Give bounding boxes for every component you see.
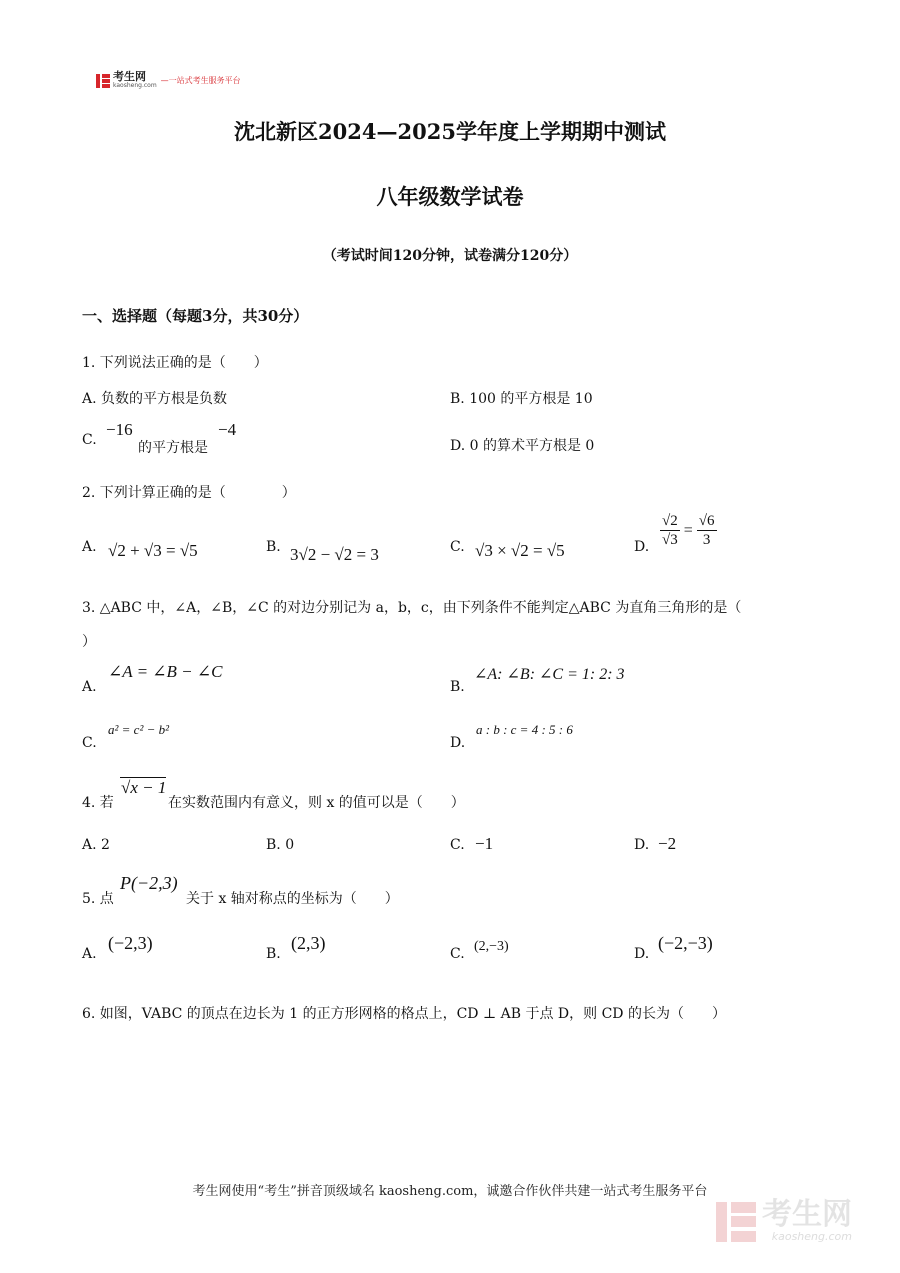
exam-title: 沈北新区2024—2025学年度上学期期中测试 bbox=[234, 119, 666, 144]
question-5-option-b-value: (2,3) bbox=[291, 933, 326, 953]
question-5-option-d-value: (−2,−3) bbox=[658, 933, 713, 953]
logo-domain: kaosheng.com bbox=[113, 82, 157, 89]
question-4-option-c-label: C. bbox=[450, 837, 465, 853]
question-2-option-d-expr: $\frac{√2}{√3}$ = $\frac{√6}{3}$ bbox=[662, 513, 715, 548]
question-2-option-a-label: A. bbox=[82, 539, 97, 555]
question-4-stem-post: 在实数范围内有意义，则 x 的值可以是（ ） bbox=[168, 795, 465, 811]
fraction-left: $\frac{√2}{√3}$ bbox=[662, 513, 678, 548]
question-4-option-b: B. 0 bbox=[266, 837, 295, 853]
section-heading: 一、选择题（每题3分，共30分） bbox=[82, 307, 309, 325]
question-5-option-c-label: C. bbox=[450, 946, 465, 962]
question-3-option-d-expr: a : b : c = 4 : 5 : 6 bbox=[476, 722, 573, 737]
question-6-stem: 6. 如图，VABC 的顶点在边长为 1 的正方形网格的格点上，CD ⊥ AB 于点 D，则 CD 的长为（ ） bbox=[82, 1006, 726, 1022]
question-5-stem-expr: P(−2,3) bbox=[120, 873, 178, 893]
question-2-option-c-expr: √3 × √2 = √5 bbox=[475, 541, 565, 560]
exam-note: （考试时间120分钟，试卷满分120分） bbox=[322, 248, 578, 264]
watermark bbox=[716, 1197, 852, 1243]
question-3-option-a-label: A. bbox=[82, 679, 97, 695]
header-logo bbox=[96, 72, 241, 89]
question-3-stem-line1: 3. △ABC 中，∠A，∠B，∠C 的对边分别记为 a，b，c，由下列条件不能判定△ABC 为直角三角形的是（ bbox=[82, 600, 742, 616]
question-3-option-c-expr: a² = c² − b² bbox=[108, 722, 170, 737]
fraction-right: $\frac{√6}{3}$ bbox=[698, 513, 715, 548]
question-5-option-a-label: A. bbox=[82, 946, 97, 962]
logo-name: 考生网 bbox=[113, 70, 146, 83]
question-1-option-b: B. 100 的平方根是 10 bbox=[450, 391, 593, 407]
question-3-option-a-expr: ∠A = ∠B − ∠C bbox=[108, 662, 223, 681]
question-3-option-c-label: C. bbox=[82, 735, 97, 751]
question-3-option-b-label: B. bbox=[450, 679, 465, 695]
question-1-option-d: D. 0 的算术平方根是 0 bbox=[450, 438, 595, 454]
question-1-option-c-value1: −16 bbox=[106, 420, 133, 439]
question-5-stem-pre: 5. 点 bbox=[82, 891, 114, 907]
question-2-option-b-expr: 3√2 − √2 = 3 bbox=[290, 545, 379, 564]
question-1-option-c-label: C. bbox=[82, 432, 97, 448]
watermark-logo-icon bbox=[716, 1202, 756, 1242]
question-4-option-a: A. 2 bbox=[82, 837, 110, 853]
logo-icon bbox=[96, 74, 110, 88]
question-5-option-b-label: B. bbox=[266, 946, 281, 962]
question-4-option-d-label: D. bbox=[634, 837, 650, 853]
question-5-stem-post: 关于 x 轴对称点的坐标为（ ） bbox=[186, 891, 399, 907]
question-5-option-c-value: (2,−3) bbox=[474, 939, 509, 954]
question-4-stem-expr: √x − 1 bbox=[121, 778, 167, 797]
question-2-option-b-label: B. bbox=[266, 539, 281, 555]
logo-slogan: —一站式考生服务平台 bbox=[160, 76, 241, 85]
exam-subtitle: 八年级数学试卷 bbox=[376, 184, 524, 209]
question-3-stem-line2: ） bbox=[82, 634, 96, 650]
question-5-option-a-value: (−2,3) bbox=[108, 933, 153, 953]
question-1-option-c-value2: −4 bbox=[218, 420, 237, 439]
question-1-stem: 1. 下列说法正确的是（ ） bbox=[82, 355, 268, 371]
watermark-domain: kaosheng.com bbox=[771, 1230, 852, 1243]
question-2-option-c-label: C. bbox=[450, 539, 465, 555]
footer-text: 考生网使用“考生”拼音顶级域名 kaosheng.com，诚邀合作伙伴共建一站式考生服务平台 bbox=[192, 1184, 708, 1199]
question-4-option-c-value: −1 bbox=[475, 834, 494, 853]
question-2-stem: 2. 下列计算正确的是（ ） bbox=[82, 485, 296, 501]
question-3-option-b-expr: ∠A: ∠B: ∠C = 1: 2: 3 bbox=[474, 666, 625, 683]
question-2-option-a-expr: √2 + √3 = √5 bbox=[108, 541, 198, 560]
question-2-option-d-label: D. bbox=[634, 539, 650, 555]
question-5-option-d-label: D. bbox=[634, 946, 650, 962]
question-3-option-d-label: D. bbox=[450, 735, 466, 751]
watermark-text: 考生网 bbox=[762, 1197, 852, 1232]
question-1-option-a: A. 负数的平方根是负数 bbox=[82, 391, 228, 407]
question-1-option-c-text: 的平方根是 bbox=[138, 440, 208, 456]
question-4-stem-pre: 4. 若 bbox=[82, 795, 114, 811]
question-4-option-d-value: −2 bbox=[658, 834, 677, 853]
